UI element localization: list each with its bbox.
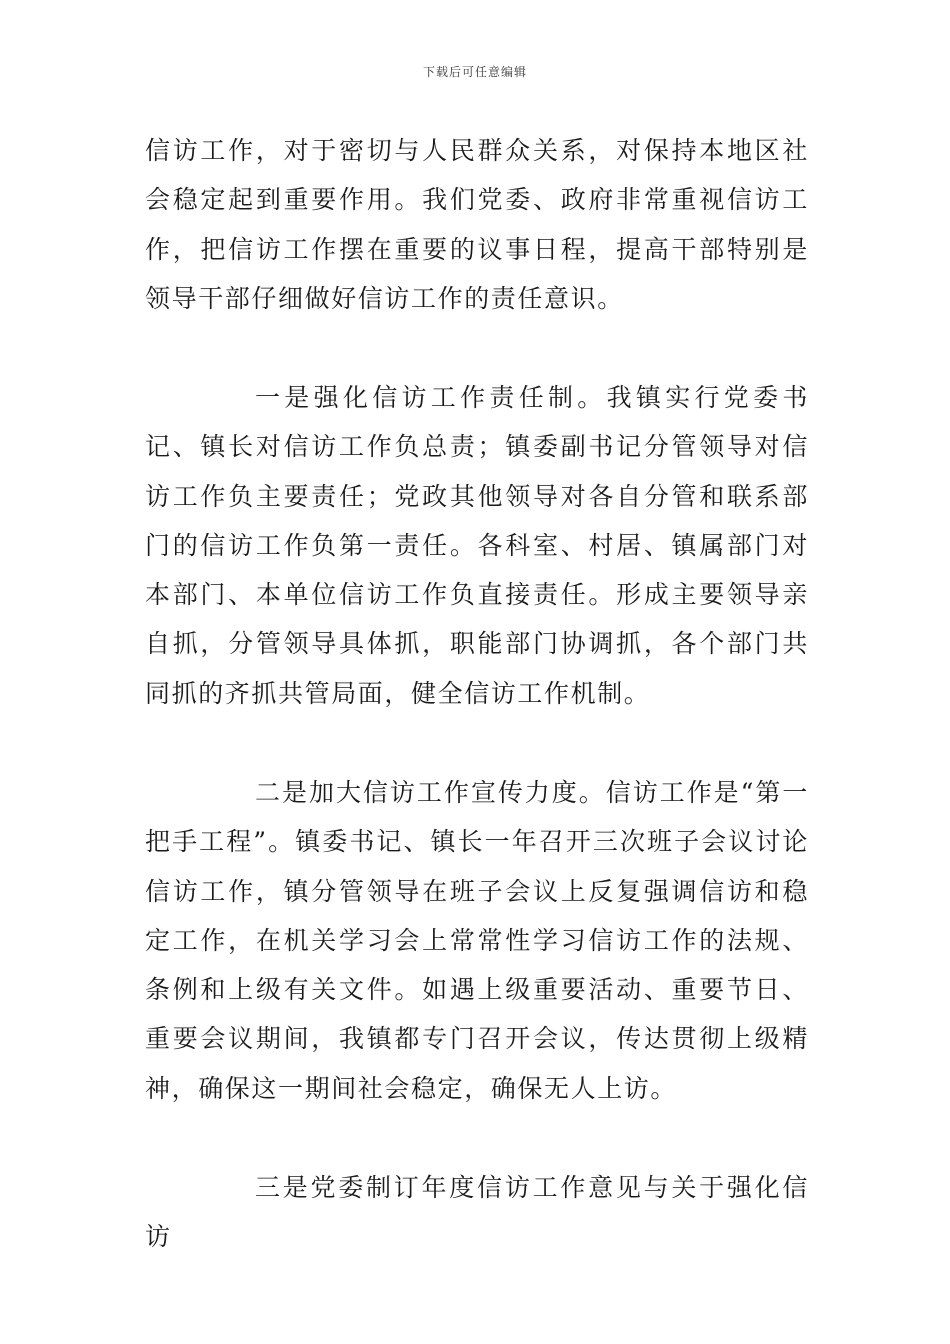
paragraph-intro: 信访工作，对于密切与人民群众关系，对保持本地区社会稳定起到重要作用。我们党委、政府非常重视信访工作，把信访工作摆在重要的议事日程，提高干部特别是领导干部仔细做好信访工作的责任意识。 bbox=[145, 136, 809, 313]
paragraph-responsibility: 一是强化信访工作责任制。我镇实行党委书记、镇长对信访工作负总责；镇委副书记分管领导对信访工作负主要责任；党政其他领导对各自分管和联系部门的信访工作负第一责任。各科室、村居、镇属部门对本部门、本单位信访工作负直接责任。形成主要领导亲自抓，分管领导具体抓，职能部门协调抓，各个部门共同抓的齐抓共管局面，健全信访工作机制。 bbox=[145, 383, 809, 708]
paragraph-annual-opinion: 三是党委制订年度信访工作意见与关于强化信访 bbox=[145, 1173, 809, 1252]
paragraph-publicity: 二是加大信访工作宣传力度。信访工作是“第一把手工程”。镇委书记、镇长一年召开三次班子会议讨论信访工作，镇分管领导在班子会议上反复强调信访和稳定工作，在机关学习会上常常性学习信访工作的法规、条例和上级有关文件。如遇上级重要活动、重要节日、重要会议期间，我镇都专门召开会议，传达贯彻上级精神，确保这一期间社会稳定，确保无人上访。 bbox=[145, 778, 809, 1103]
page-header: 下载后可任意编辑 bbox=[422, 65, 527, 79]
